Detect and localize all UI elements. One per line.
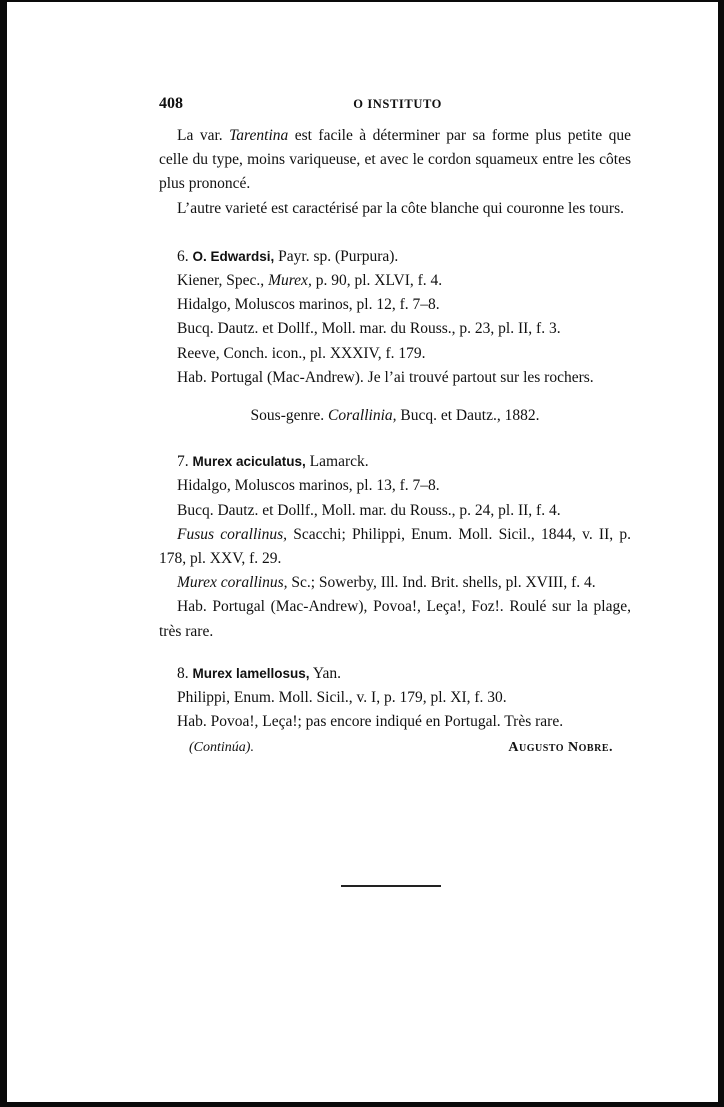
reference-line: Bucq. Dautz. et Dollf., Moll. mar. du Rouss., p. 23, pl. II, f. 3. [177, 320, 561, 338]
text-run: Sous-genre. [250, 407, 329, 425]
variety-name: Tarentina [229, 127, 289, 144]
text-run: Scacchi; Philippi, Enum. Moll. Sicil., 1844, v. II, p. 178, pl. XXV, f. 29. [159, 525, 631, 568]
subgenus-heading [159, 404, 631, 428]
reference-line: Philippi, Enum. Moll. Sicil., v. I, p. 179, pl. XI, f. 30. [177, 689, 507, 707]
continued-note: (Continúa). [189, 740, 254, 756]
species-8-heading [159, 662, 631, 686]
end-rule [341, 885, 441, 887]
species-name: O. Edwardsi, [192, 248, 275, 264]
habitat-line: Hab. Portugal (Mac-Andrew). Je l’ai trouvé partout sur les rochers. [177, 368, 594, 386]
species-number: 7. [177, 453, 193, 471]
reference-line: Hidalgo, Moluscos marinos, pl. 13, f. 7–8. [177, 477, 440, 495]
reference-line [159, 571, 631, 595]
running-head [159, 92, 631, 118]
page-number: 408 [159, 95, 183, 112]
journal-title: O INSTITUTO [353, 97, 442, 111]
reference-line: Reeve, Conch. icon., pl. XXXIV, f. 179. [177, 344, 426, 362]
text-run: Sc.; Sowerby, Ill. Ind. Brit. shells, pl. XVIII, f. 4. [287, 574, 596, 592]
intro-paragraph-1 [159, 124, 631, 197]
subgenus-name: Corallinia, [328, 407, 397, 425]
reference-line [159, 523, 631, 571]
document-page [159, 92, 631, 761]
species-author: Lamarck. [305, 453, 369, 471]
text-run: Kiener, Spec., [177, 272, 269, 290]
sign-off [159, 736, 631, 760]
text-run: p. 90, pl. XLVI, f. 4. [311, 272, 443, 290]
reference-line [159, 269, 631, 293]
species-name: Murex aciculatus, [192, 454, 306, 470]
species-author: Payr. sp. (Purpura). [274, 247, 399, 265]
species-number: 6. [177, 247, 193, 265]
species-number: 8. [177, 664, 193, 682]
text-run: La var. [177, 127, 230, 144]
habitat-line: Hab. Povoa!, Leça!; pas encore indiqué en Portugal. Très rare. [177, 713, 564, 731]
genus-italic: Murex, [268, 272, 312, 290]
species-7-heading [159, 450, 631, 474]
text-run: Bucq. et Dautz., 1882. [396, 407, 540, 425]
synonym-italic: Fusus corallinus, [177, 525, 288, 543]
habitat-line: Hab. Portugal (Mac-Andrew), Povoa!, Leça!, Foz!. Roulé sur la plage, très rare. [159, 598, 631, 640]
author-signature: Augusto Nobre. [508, 740, 613, 756]
species-name: Murex lamellosus, [192, 665, 310, 681]
intro-paragraph-2: L’autre varieté est caractérisé par la côte blanche qui couronne les tours. [177, 199, 624, 217]
species-6-heading [159, 245, 631, 269]
text-run: est facile à déterminer par sa forme plus petite que celle du type, moins variqueuse, et avec le cordon squameux entre les côtes plus prononcé. [159, 127, 631, 193]
reference-line: Bucq. Dautz. et Dollf., Moll. mar. du Rouss., p. 24, pl. II, f. 4. [177, 501, 561, 519]
reference-line: Hidalgo, Moluscos marinos, pl. 12, f. 7–8. [177, 296, 440, 314]
species-author: Yan. [309, 664, 341, 682]
synonym-italic: Murex corallinus, [177, 574, 288, 592]
